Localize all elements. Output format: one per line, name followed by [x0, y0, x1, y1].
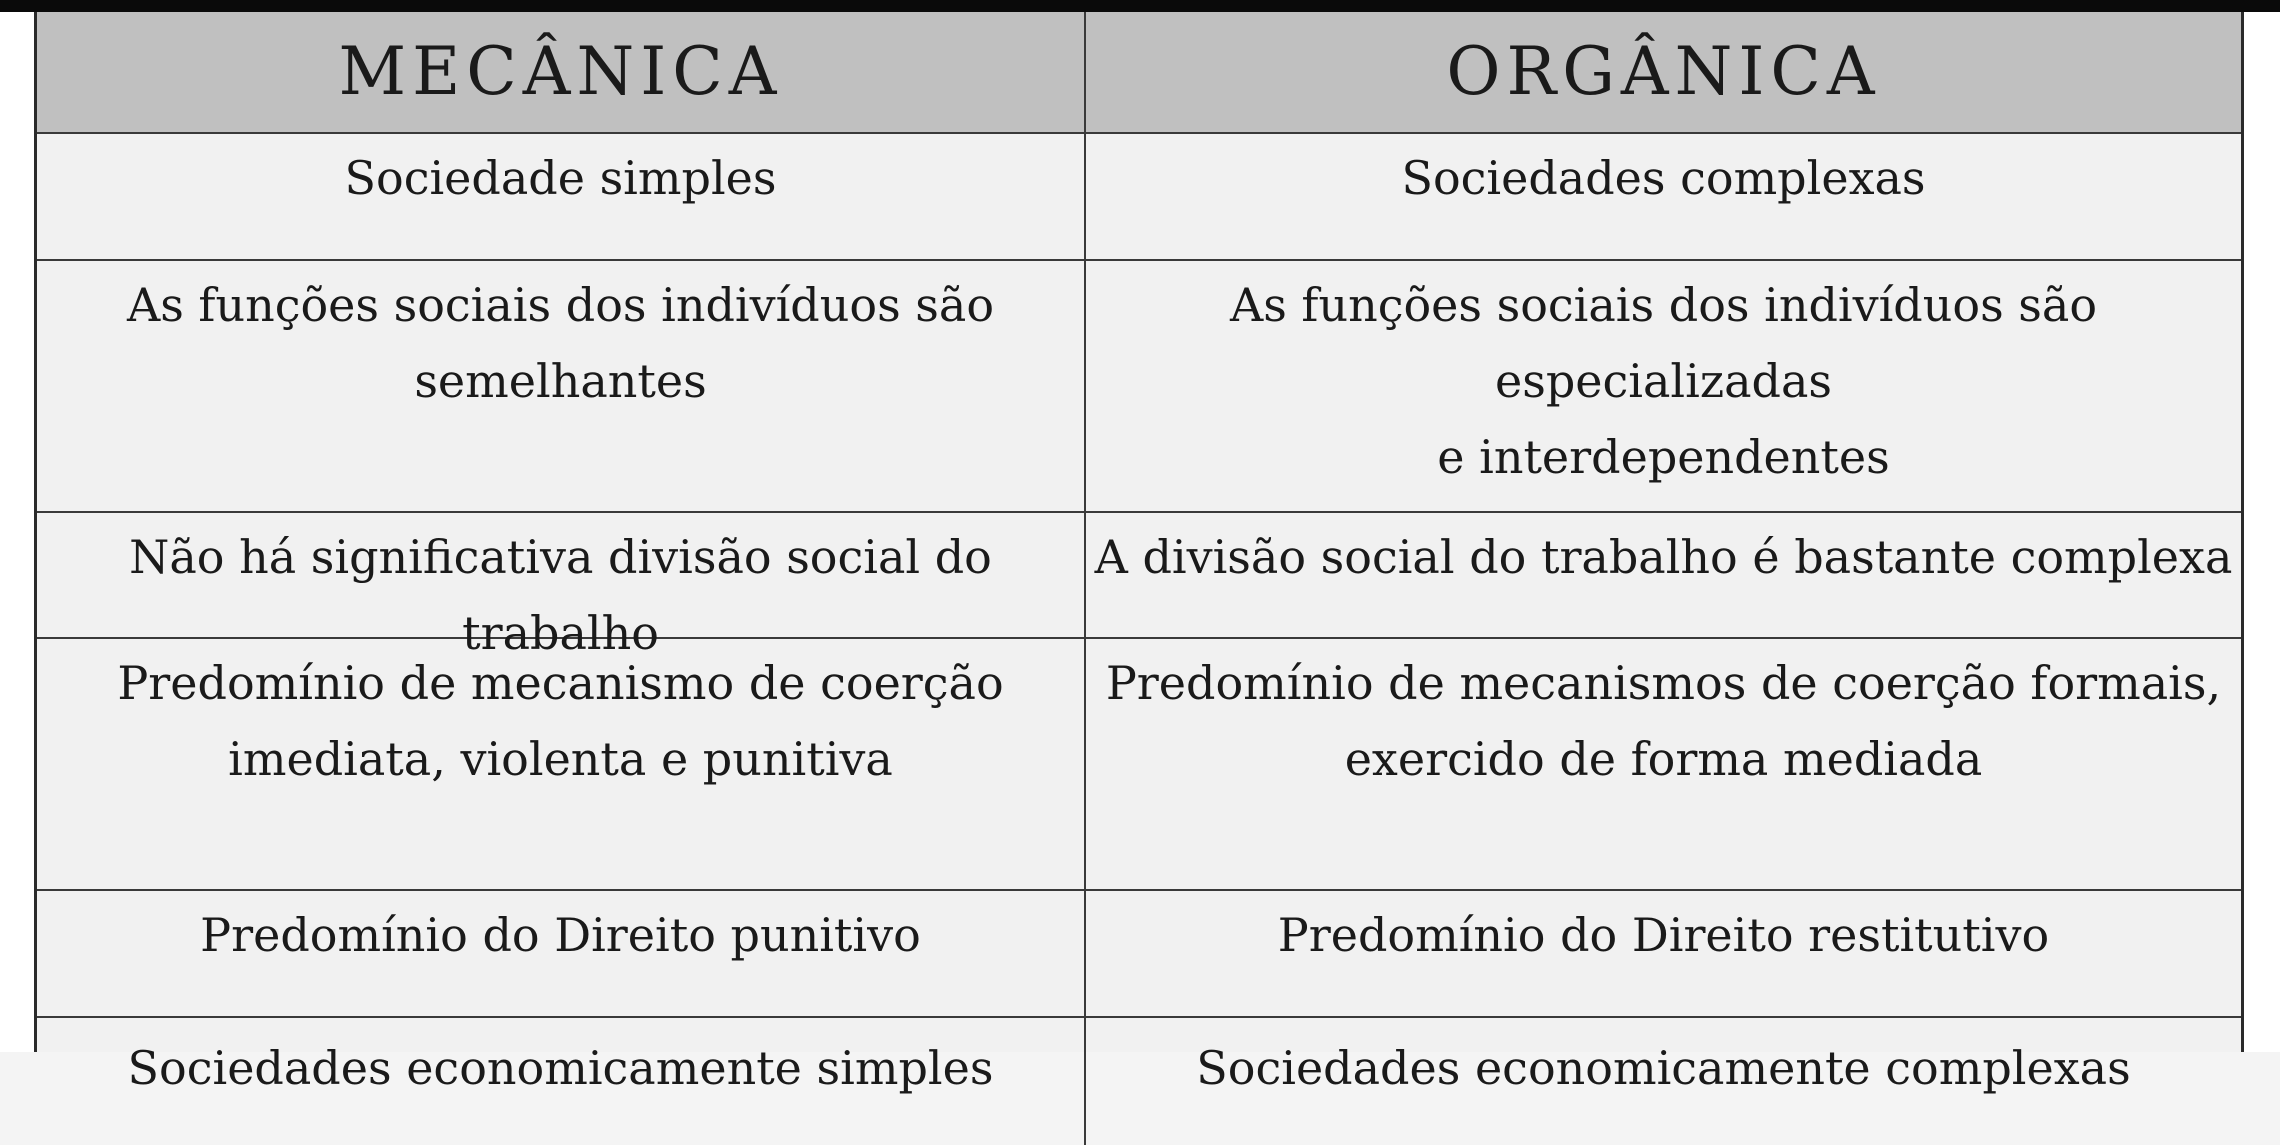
cell-text: A divisão social do trabalho é bastante complexa: [1094, 530, 2233, 584]
page-margin-right: [2244, 0, 2280, 1052]
cell-text: As funções sociais dos indivíduos são especializadas e interdependentes: [1229, 278, 2098, 484]
table-cell-mecanica: [37, 261, 1086, 511]
table-cell-organica: [1086, 1018, 2241, 1145]
cell-text: Sociedades economicamente complexas: [1196, 1041, 2131, 1095]
table-cell-organica: [1086, 261, 2241, 511]
table-cell-mecanica: [37, 134, 1086, 259]
table-row: [37, 513, 2241, 660]
cell-text: Sociedades economicamente simples: [127, 1041, 994, 1095]
table-cell-organica: [1086, 639, 2241, 889]
table-header-row: [37, 12, 2241, 134]
cell-text: As funções sociais dos indivíduos são semelhantes: [126, 278, 995, 408]
cell-text: Predomínio do Direito punitivo: [200, 908, 921, 962]
header-label-organica: ORGÂNICA: [1446, 33, 1881, 110]
cell-text: Predomínio do Direito restitutivo: [1277, 908, 2050, 962]
comparison-table: [34, 12, 2244, 1095]
cell-text: Predomínio de mecanismos de coerção formais, exercido de forma mediada: [1105, 656, 2222, 786]
table-cell-mecanica: [37, 639, 1086, 889]
table-row: [37, 261, 2241, 513]
table-row: [37, 639, 2241, 891]
table-row: [37, 134, 2241, 261]
cell-text: Sociedades complexas: [1401, 151, 1926, 205]
table-cell-mecanica: [37, 891, 1086, 1016]
cell-text: Não há significativa divisão social do trabalho: [129, 530, 992, 660]
table-cell-mecanica: [37, 1018, 1086, 1145]
header-cell-mecanica: [37, 12, 1086, 132]
table-cell-organica: [1086, 513, 2241, 637]
table-cell-organica: [1086, 134, 2241, 259]
table-cell-mecanica: [37, 513, 1086, 660]
cell-text: Predomínio de mecanismo de coerção imediata, violenta e punitiva: [117, 656, 1004, 786]
header-label-mecanica: MECÂNICA: [338, 33, 783, 110]
header-cell-organica: [1086, 12, 2241, 132]
table-row: [37, 1018, 2241, 1145]
table-row: [37, 891, 2241, 1018]
cell-text: Sociedade simples: [344, 151, 777, 205]
table-cell-organica: [1086, 891, 2241, 1016]
page-margin-left: [0, 0, 34, 1052]
table-top-border: [0, 0, 2280, 12]
